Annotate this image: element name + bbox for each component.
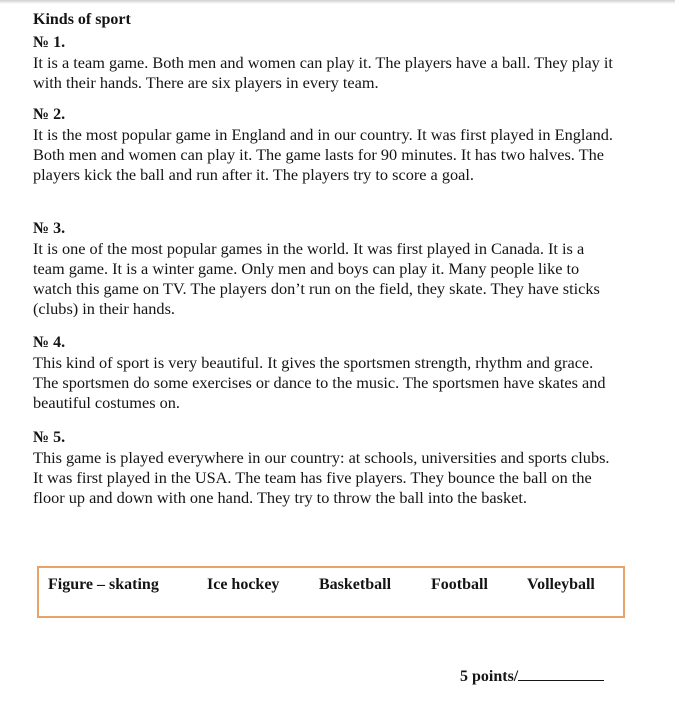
option-figure-skating: Figure – skating (48, 576, 159, 593)
points-blank[interactable] (518, 666, 604, 681)
section-3 (33, 219, 613, 319)
section-heading: № 3. (33, 220, 66, 237)
section-4 (33, 333, 613, 413)
page-title: Kinds of sport (33, 11, 131, 28)
option-volleyball: Volleyball (527, 576, 595, 593)
option-ice-hockey: Ice hockey (207, 576, 280, 593)
section-5 (33, 428, 613, 508)
section-2 (33, 105, 613, 185)
section-heading: № 4. (33, 334, 66, 351)
option-football: Football (431, 576, 488, 593)
points-line (460, 666, 604, 687)
section-heading: № 1. (33, 34, 66, 51)
section-text: It is the most popular game in England and in our country. It was first played in England. Both men and women can play it. The game lasts for 90 minutes. It has two halves. The players kick the ball and run after it. The players try to score a goal. (33, 125, 613, 184)
points-label: 5 points/ (460, 668, 519, 685)
section-text: It is a team game. Both men and women can play it. The players have a ball. They play it with their hands. There are six players in every team. (33, 53, 613, 92)
page-top-edge (0, 0, 675, 4)
section-heading: № 5. (33, 429, 66, 446)
section-1 (33, 33, 613, 93)
section-text: This kind of sport is very beautiful. It gives the sportsmen strength, rhythm and grace. The sportsmen do some exercises or dance to the music. The sportsmen have skates and beautiful costumes on. (33, 353, 606, 412)
option-basketball: Basketball (319, 576, 392, 593)
section-text: This game is played everywhere in our country: at schools, universities and sports clubs. It was first played in the USA. The team has five players. They bounce the ball on the floor up and down with one hand. They try to throw the ball into the basket. (33, 448, 610, 507)
section-text: It is one of the most popular games in the world. It was first played in Canada. It is a team game. It is a winter game. Only men and boys can play it. Many people like to watch this game on TV. The players don’t run on the field, they skate. They have sticks (clubs) in their hands. (33, 239, 600, 318)
answer-options-box (37, 566, 625, 618)
section-heading: № 2. (33, 106, 66, 123)
